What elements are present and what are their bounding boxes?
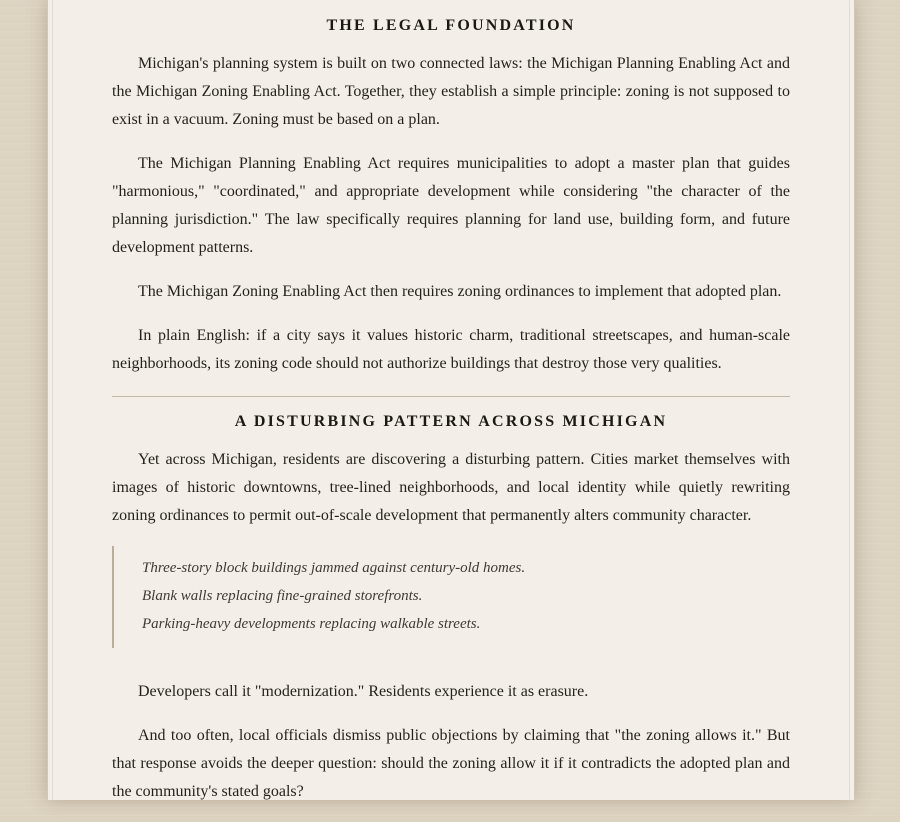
article-page	[47, 0, 855, 800]
pull-quote-line: Parking-heavy developments replacing walkable streets.	[142, 616, 481, 632]
pull-quote-line: Blank walls replacing fine-grained storefronts.	[142, 588, 423, 604]
paragraph: Yet across Michigan, residents are discovering a disturbing pattern. Cities market themselves with images of historic downtowns, tree-lined neighborhoods, and local identity while quietly rewriting zoning ordinances to permit out-of-scale development that permanently alters community character.	[112, 451, 790, 524]
paragraph: Developers call it "modernization." Residents experience it as erasure.	[138, 683, 589, 700]
paragraph: The Michigan Zoning Enabling Act then requires zoning ordinances to implement that adopted plan.	[138, 283, 782, 300]
pull-quote	[112, 546, 790, 648]
pull-quote-line: Three-story block buildings jammed against century-old homes.	[142, 560, 526, 576]
paragraph: The Michigan Planning Enabling Act requires municipalities to adopt a master plan that guides "harmonious," "coordinated," and appropriate development while considering "the character of the planning jurisdiction." The law specifically requires planning for land use, building form, and future development patterns.	[112, 155, 790, 256]
page-border-right	[849, 0, 850, 800]
section-disturbing-pattern	[112, 397, 790, 806]
section-heading: A DISTURBING PATTERN ACROSS MICHIGAN	[234, 413, 668, 430]
paragraph: In plain English: if a city says it values historic charm, traditional streetscapes, and human-scale neighborhoods, its zoning code should not authorize buildings that destroy those very qualities.	[112, 327, 790, 372]
page-border-left	[52, 0, 53, 800]
paragraph: And too often, local officials dismiss public objections by claiming that "the zoning allows it." But that response avoids the deeper question: should the zoning allow it if it contradicts the adopted plan and the community's stated goals?	[112, 727, 790, 800]
section-heading: THE LEGAL FOUNDATION	[326, 17, 576, 34]
section-legal-foundation	[112, 0, 790, 378]
paragraph: Michigan's planning system is built on two connected laws: the Michigan Planning Enabling Act and the Michigan Zoning Enabling Act. Together, they establish a simple principle: zoning is not supposed to exist in a vacuum. Zoning must be based on a plan.	[112, 55, 790, 128]
article-body	[112, 0, 790, 822]
